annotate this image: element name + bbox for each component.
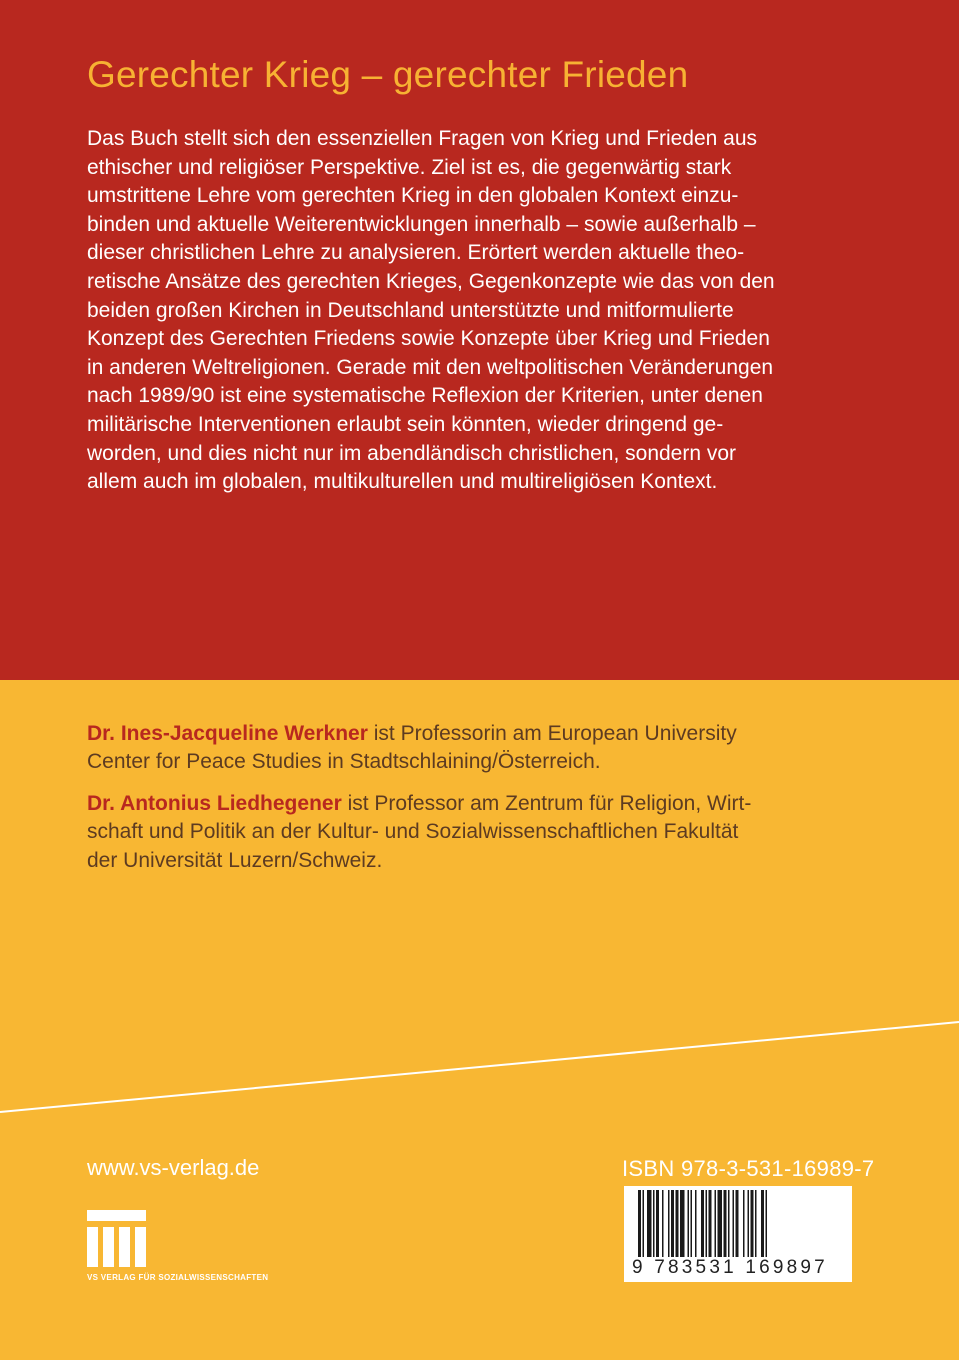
barcode-digits: 9 783531 169897	[632, 1257, 828, 1278]
bio-text: ist Professorin am European University	[367, 722, 737, 745]
logo-pillar	[87, 1227, 98, 1267]
description-line: Das Buch stellt sich den essenziellen Fragen von Krieg und Frieden aus	[87, 127, 758, 150]
bio-line	[87, 790, 867, 818]
publisher-url[interactable]: www.vs-verlag.de	[87, 1155, 260, 1180]
description-line: allem auch im globalen, multikulturellen und multireligiösen Kontext.	[87, 470, 718, 494]
logo-pillar	[119, 1227, 130, 1267]
barcode	[624, 1186, 852, 1282]
description-line: umstrittene Lehre vom gerechten Krieg in den globalen Kontext einzu-	[87, 184, 739, 208]
author-name: Dr. Ines-Jacqueline Werkner	[87, 722, 368, 745]
divider-stroke	[0, 1022, 959, 1112]
author-bio-werkner	[87, 720, 867, 777]
bio-line	[87, 720, 867, 748]
logo-pillar	[135, 1227, 146, 1267]
publisher-logo-icon	[87, 1210, 149, 1270]
diagonal-divider-line	[0, 1000, 959, 1120]
description-line: in anderen Weltreligionen. Gerade mit den weltpolitischen Veränderungen	[87, 355, 774, 379]
description-line: dieser christlichen Lehre zu analysieren. Erörtert werden aktuelle theo-	[87, 241, 745, 265]
book-title: Gerechter Krieg – gerechter Frieden	[87, 54, 689, 95]
bio-line: der Universität Luzern/Schweiz.	[87, 848, 383, 872]
logo-pillar	[103, 1227, 114, 1267]
description-line: Konzept des Gerechten Friedens sowie Konzepte über Krieg und Frieden	[87, 327, 770, 351]
book-description	[87, 125, 849, 497]
description-line: militärische Interventionen erlaubt sein könnten, wieder dringend ge-	[87, 412, 724, 436]
description-line: binden und aktuelle Weiterentwicklungen innerhalb – sowie außerhalb –	[87, 212, 756, 236]
bio-text: ist Professor am Zentrum für Religion, Wirt-	[341, 792, 752, 815]
description-line: retische Ansätze des gerechten Krieges, Gegenkonzepte wie das von den	[87, 269, 775, 293]
description-line: ethischer und religiöser Perspektive. Ziel ist es, die gegenwärtig stark	[87, 155, 732, 179]
description-line: worden, und dies nicht nur im abendländisch christlichen, sondern vor	[87, 441, 737, 465]
publisher-name: VS VERLAG FÜR SOZIALWISSENSCHAFTEN	[87, 1273, 269, 1282]
author-name: Dr. Antonius Liedhegener	[87, 792, 342, 815]
logo-bar	[87, 1210, 146, 1221]
isbn-label: ISBN 978-3-531-16989-7	[622, 1156, 875, 1181]
description-line: nach 1989/90 ist eine systematische Reflexion der Kriterien, unter denen	[87, 384, 763, 408]
author-bio-liedhegener	[87, 790, 867, 875]
description-line: beiden großen Kirchen in Deutschland unterstützte und mitformulierte	[87, 298, 734, 322]
bio-line: schaft und Politik an der Kultur- und Sozialwissenschaftlichen Fakultät	[87, 820, 739, 844]
bio-line: Center for Peace Studies in Stadtschlaining/Österreich.	[87, 750, 601, 774]
